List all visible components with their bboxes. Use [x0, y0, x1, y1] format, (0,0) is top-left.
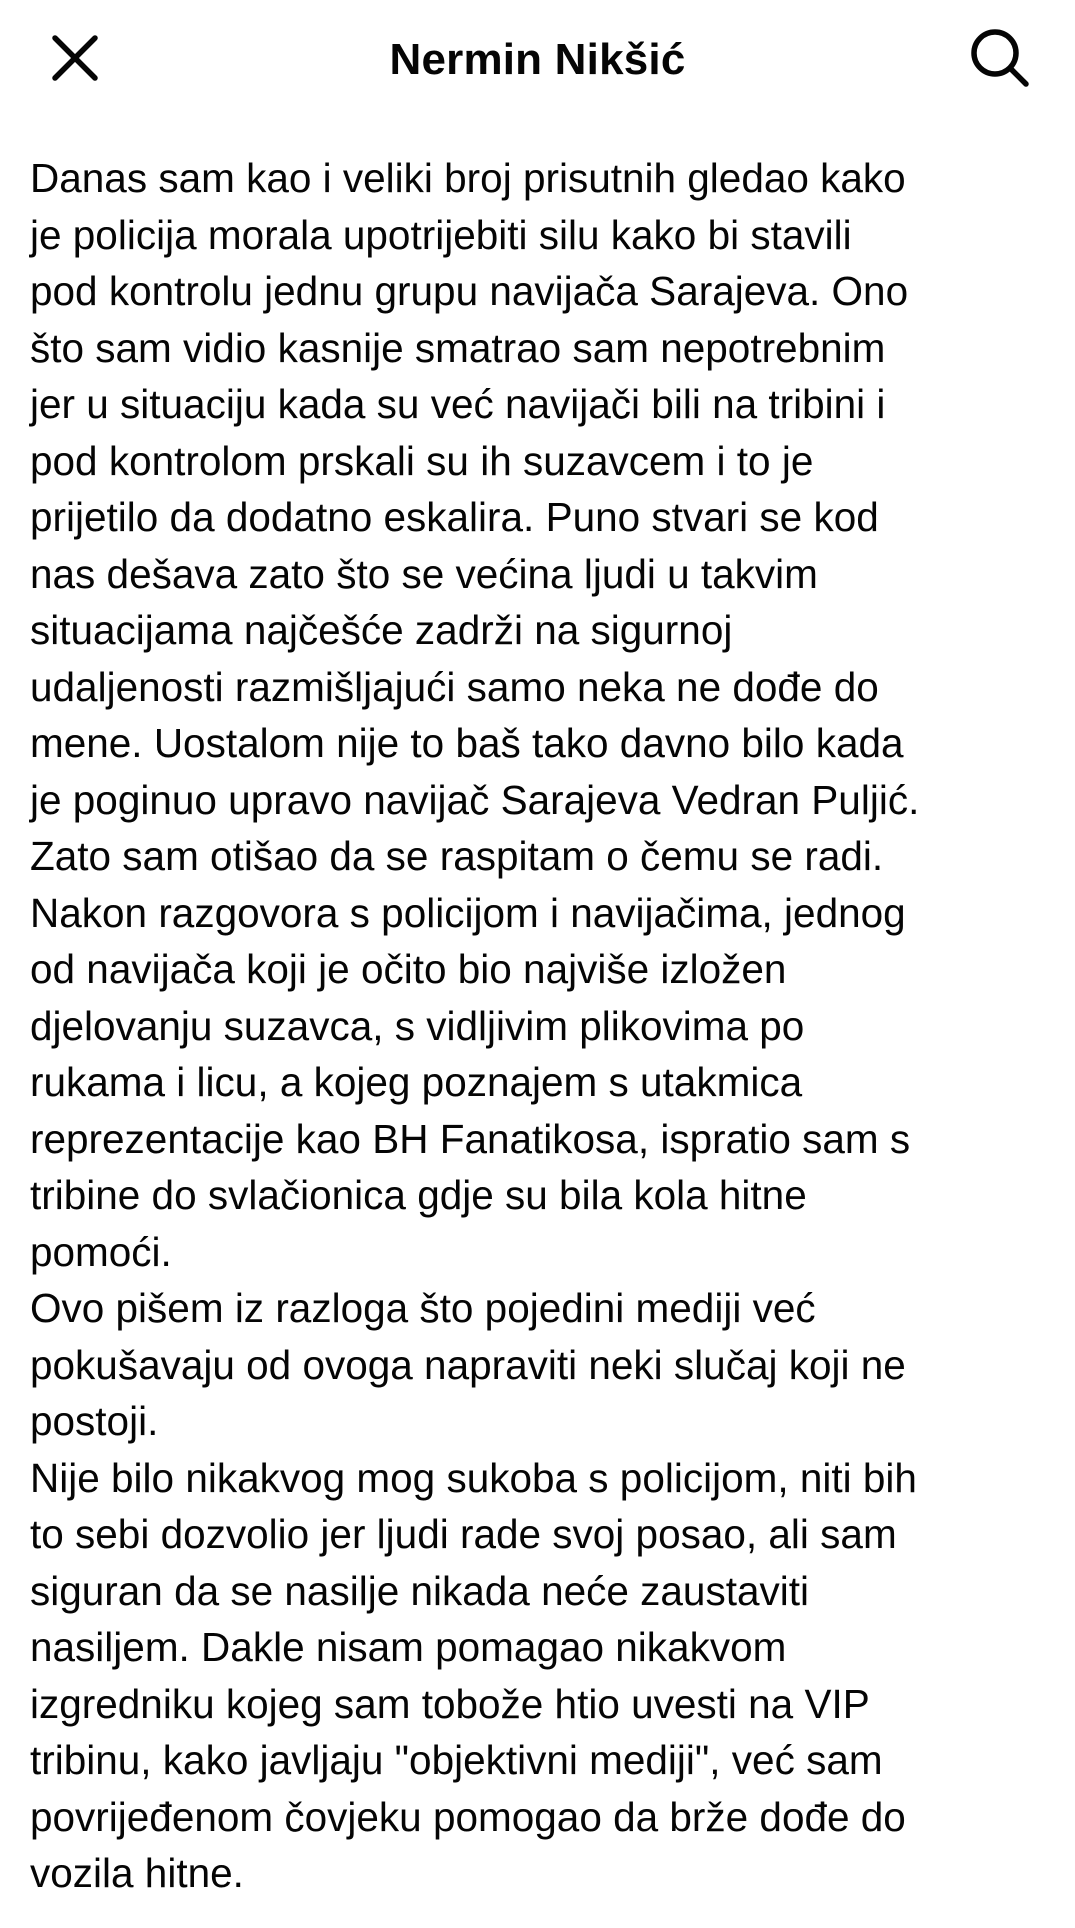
- search-button[interactable]: [955, 20, 1045, 96]
- post-text-line: je policija morala upotrijebiti silu kako bi stavili: [30, 211, 852, 258]
- post-text-line: vozila hitne.: [30, 1850, 244, 1896]
- post-text-line: djelovanju suzavca, s vidljivim plikovima po: [30, 1002, 805, 1049]
- post-text-line: situacijama najčešće zadrži na sigurnoj: [30, 607, 733, 653]
- post-text-line: tribine do svlačionica gdje su bila kola hitne: [30, 1172, 807, 1218]
- search-icon: [968, 26, 1032, 90]
- post-text-line: tribinu, kako javljaju "objektivni mediji", već sam: [30, 1737, 883, 1783]
- post-text: [30, 150, 919, 1902]
- post-text-line: od navijača koji je očito bio najviše izložen: [30, 946, 787, 992]
- post-text-line: rukama i licu, a kojeg poznajem s utakmica: [30, 1059, 803, 1105]
- post-text-line: prijetilo da dodatno eskalira. Puno stvari se kod: [30, 494, 879, 540]
- post-text-line: Ovo pišem iz razloga što pojedini mediji već: [30, 1285, 816, 1331]
- post-text-line: pokušavaju od ovoga napraviti neki slučaj koji ne: [30, 1341, 906, 1388]
- post-text-line: pod kontrolom prskali su ih suzavcem i to je: [30, 437, 814, 484]
- post-text-line: pomoći.: [30, 1228, 172, 1275]
- post-text-line: Danas sam kao i veliki broj prisutnih gledao kako: [30, 155, 906, 201]
- post-text-line: što sam vidio kasnije smatrao sam nepotrebnim: [30, 324, 886, 371]
- post-text-line: nas dešava zato što se većina ljudi u takvim: [30, 550, 818, 597]
- post-text-line: izgredniku kojeg sam tobože htio uvesti na VIP: [30, 1680, 870, 1727]
- top-bar: [0, 0, 1075, 118]
- post-text-line: nasiljem. Dakle nisam pomagao nikakvom: [30, 1624, 787, 1670]
- post-text-line: postoji.: [30, 1398, 159, 1444]
- post-text-line: Nije bilo nikakvog mog sukoba s policijom, niti bih: [30, 1454, 917, 1501]
- page-title: Nermin Nikšić: [389, 35, 686, 84]
- post-text-line: siguran da se nasilje nikada neće zaustaviti: [30, 1567, 809, 1614]
- post-text-line: jer u situaciju kada su već navijači bili na tribini i: [30, 381, 886, 427]
- post-text-line: to sebi dozvolio jer ljudi rade svoj posao, ali sam: [30, 1511, 897, 1557]
- post-text-line: udaljenosti razmišljajući samo neka ne dođe do: [30, 663, 879, 710]
- post-text-line: pod kontrolu jednu grupu navijača Sarajeva. Ono: [30, 268, 909, 314]
- post-text-line: mene. Uostalom nije to baš tako davno bilo kada: [30, 720, 904, 766]
- post-text-line: reprezentacije kao BH Fanatikosa, ispratio sam s: [30, 1115, 911, 1162]
- post-text-line: je poginuo upravo navijač Sarajeva Vedran Puljić.: [30, 776, 920, 823]
- post-text-line: Nakon razgovora s policijom i navijačima, jednog: [30, 889, 906, 936]
- post-text-line: Zato sam otišao da se raspitam o čemu se radi.: [30, 833, 884, 879]
- post-body: [30, 88, 1055, 1928]
- post-text-line: povrijeđenom čovjeku pomogao da brže dođe do: [30, 1793, 906, 1840]
